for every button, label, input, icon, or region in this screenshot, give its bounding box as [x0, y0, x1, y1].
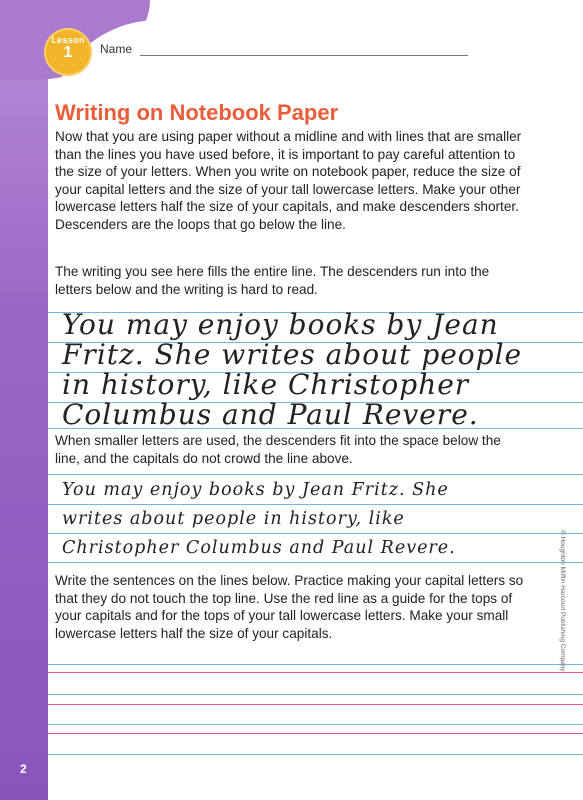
ruled-line	[48, 533, 583, 534]
name-label: Name	[100, 42, 133, 56]
practice-top-line[interactable]	[48, 664, 583, 665]
practice-red-guide	[48, 672, 583, 673]
large-example-paragraph: The writing you see here fills the entire line. The descenders run into the letters below and the writing is hard to read.	[55, 264, 490, 297]
large-cursive-line: Columbus and Paul Revere.	[62, 398, 479, 431]
name-line[interactable]	[140, 55, 468, 56]
ruled-line	[48, 504, 583, 505]
large-cursive-line: in history, like Christopher	[62, 368, 470, 401]
large-cursive-line: You may enjoy books by Jean	[62, 308, 499, 341]
copyright-notice: © Houghton Mifflin Harcourt Publishing Company	[559, 530, 566, 672]
practice-red-guide	[48, 733, 583, 734]
practice-base-line[interactable]	[48, 724, 583, 725]
page-title: Writing on Notebook Paper	[55, 100, 339, 125]
practice-instructions: Write the sentences on the lines below. Practice making your capital letters so that they do not touch the top line. Use the red line as a guide for the tops of your capitals and for the tops of your tall lowercase letters. Make your small lowercase letters half the size of your capitals.	[55, 573, 524, 641]
ruled-line	[48, 562, 583, 563]
small-cursive-line: You may enjoy books by Jean Fritz. She	[62, 480, 449, 500]
practice-red-guide	[48, 704, 583, 705]
intro-paragraph: Now that you are using paper without a midline and with lines that are smaller than the lines you have used before, it is important to pay careful attention to the size of your letters. When you write on notebook paper, reduce the size of your capital letters and the size of your tall lowercase letters. Make your other lowercase letters half the size of your capitals, and make descenders shorter. Descenders are the loops that go below the line.	[55, 129, 522, 232]
practice-base-line[interactable]	[48, 754, 583, 755]
lesson-badge	[44, 28, 92, 76]
small-cursive-line: Christopher Columbus and Paul Revere.	[62, 538, 456, 558]
small-cursive-line: writes about people in history, like	[62, 509, 405, 529]
practice-base-line[interactable]	[48, 694, 583, 695]
lesson-number: 1	[63, 44, 73, 61]
page-number: 2	[20, 762, 27, 776]
lesson-label: Lesson	[51, 35, 85, 45]
small-example-paragraph: When smaller letters are used, the descenders fit into the space below the line, and the capitals do not crowd the line above.	[55, 433, 501, 466]
name-field[interactable]	[100, 40, 470, 62]
ruled-line	[48, 474, 583, 475]
large-cursive-line: Fritz. She writes about people	[62, 338, 523, 371]
side-band	[0, 0, 48, 800]
